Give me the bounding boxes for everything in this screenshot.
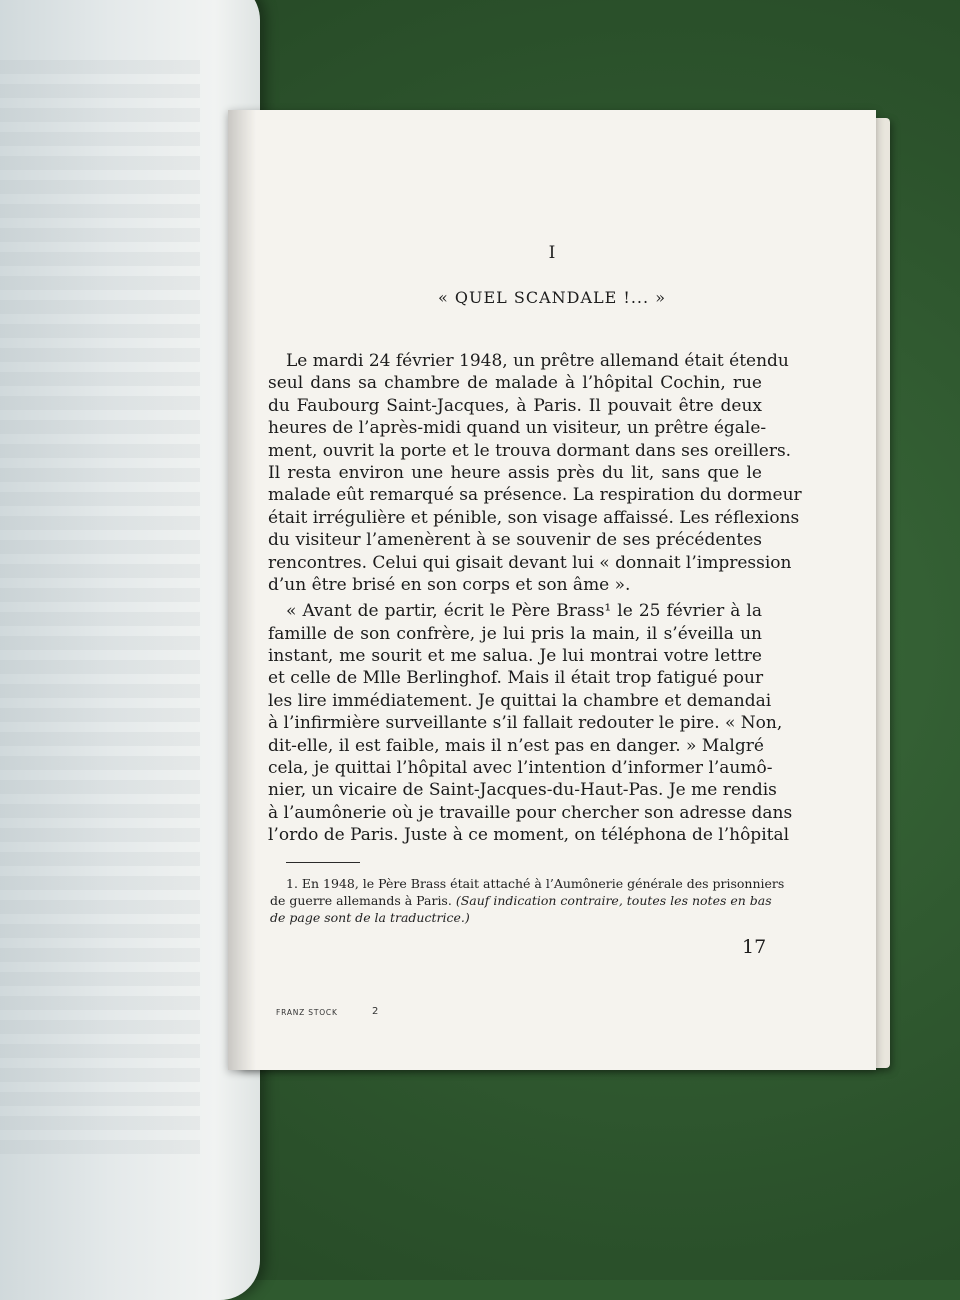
- text-line: cela, je quittai l’hôpital avec l’intention d’informer l’aumô-: [268, 758, 773, 779]
- text-line: à l’infirmière surveillante s’il fallait redouter le pire. « Non,: [268, 713, 783, 734]
- footnote-line: de page sont de la traductrice.): [270, 910, 470, 925]
- text-line: dit-elle, il est faible, mais il n’est pas en danger. » Malgré: [268, 735, 764, 756]
- text-line: « Avant de partir, écrit le Père Brass¹ le 25 février à la: [286, 601, 762, 622]
- signature-number: 2: [372, 1006, 379, 1017]
- text-line: seul dans sa chambre de malade à l’hôpital Cochin, rue: [268, 373, 762, 394]
- footnote-line: 1. En 1948, le Père Brass était attaché à l’Aumônerie générale des prisonniers: [286, 876, 785, 891]
- chapter-number: I: [548, 243, 556, 263]
- signature-mark: FRANZ STOCK: [276, 1008, 338, 1017]
- text-line: ment, ouvrit la porte et le trouva dormant dans ses oreillers.: [268, 440, 792, 461]
- text-line: famille de son confrère, je lui pris la main, il s’éveilla un: [268, 623, 762, 644]
- footnote-line: de guerre allemands à Paris. (Sauf indication contraire, toutes les notes en bas: [270, 893, 772, 908]
- footnote: [270, 875, 785, 926]
- text-line: heures de l’après-midi quand un visiteur, un prêtre égale-: [268, 418, 767, 439]
- text-line: Il resta environ une heure assis près du lit, sans que le: [268, 462, 762, 483]
- paragraph-2: [268, 600, 793, 846]
- text-line: du visiteur l’amenèrent à se souvenir de ses précédentes: [268, 530, 762, 551]
- left-page: [0, 0, 260, 1300]
- text-line: instant, me sourit et me salua. Je lui montrai votre lettre: [268, 646, 762, 667]
- footnote-rule: [286, 862, 360, 863]
- text-line: du Faubourg Saint-Jacques, à Paris. Il pouvait être deux: [268, 395, 762, 416]
- chapter-title: « QUEL SCANDALE !... »: [438, 288, 666, 307]
- paragraph-1: [268, 350, 802, 596]
- left-page-bleed-through: [0, 60, 200, 1160]
- text-line: d’un être brisé en son corps et son âme ».: [268, 574, 631, 595]
- body-text: [268, 350, 802, 847]
- text-line: les lire immédiatement. Je quittai la chambre et demandai: [268, 690, 772, 711]
- text-line: malade eût remarqué sa présence. La respiration du dormeur: [268, 485, 802, 506]
- text-line: l’ordo de Paris. Juste à ce moment, on téléphona de l’hôpital: [268, 825, 790, 846]
- right-page: [228, 110, 876, 1070]
- page-number: 17: [742, 936, 767, 958]
- text-line: à l’aumônerie où je travaille pour chercher son adresse dans: [268, 802, 793, 823]
- text-line: était irrégulière et pénible, son visage affaissé. Les réflexions: [268, 507, 800, 528]
- text-line: rencontres. Celui qui gisait devant lui « donnait l’impression: [268, 552, 792, 573]
- text-line: nier, un vicaire de Saint-Jacques-du-Haut-Pas. Je me rendis: [268, 780, 777, 801]
- text-line: Le mardi 24 février 1948, un prêtre allemand était étendu: [286, 351, 789, 371]
- text-line: et celle de Mlle Berlinghof. Mais il était trop fatigué pour: [268, 668, 764, 689]
